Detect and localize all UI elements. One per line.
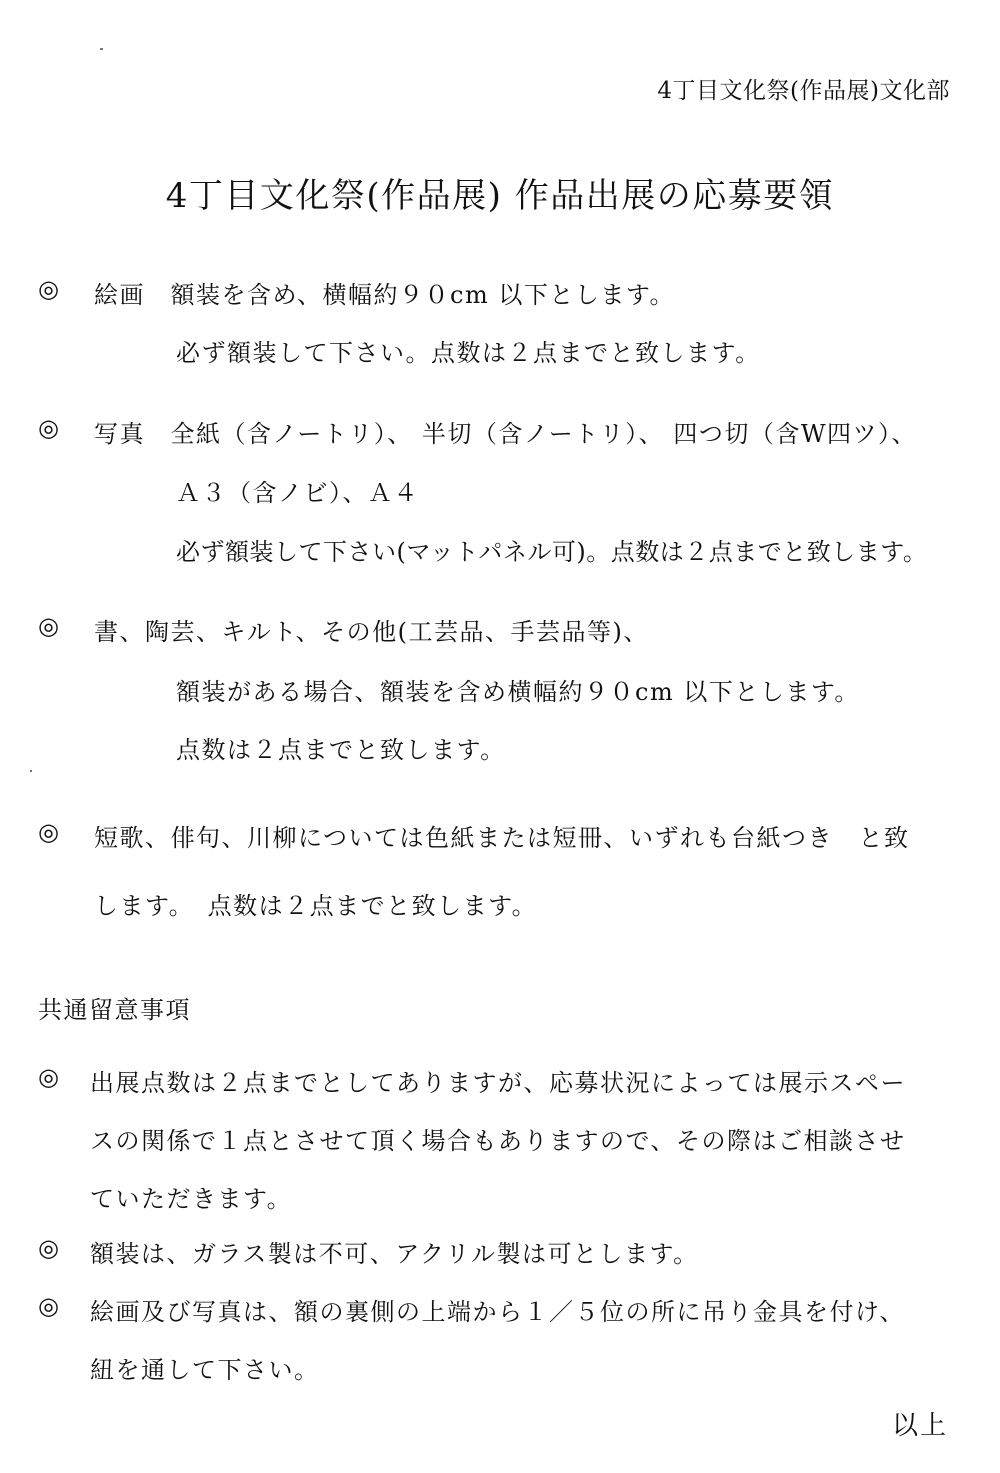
- section-line: 点数は２点までと致します。: [176, 736, 506, 764]
- bullet-mark: ◎: [38, 1292, 59, 1320]
- section-line: 必ず額装して下さい。点数は２点までと致します。: [176, 339, 761, 367]
- scan-speck: [100, 48, 103, 50]
- bullet-mark: ◎: [38, 1234, 59, 1262]
- section-line: 短歌、俳句、川柳については色紙または短冊、いずれも台紙つき と致: [94, 824, 910, 852]
- bullet-mark: ◎: [38, 275, 59, 303]
- section-line: 額装がある場合、額装を含め横幅約９０cm 以下とします。: [176, 678, 860, 706]
- section-line: 絵画 額装を含め、横幅約９０cm 以下とします。: [94, 281, 675, 309]
- note-line: 出展点数は２点までとしてありますが、応募状況によっては展示スペー: [90, 1069, 906, 1097]
- note-line: ていただきます。: [90, 1185, 293, 1213]
- note-line: スの関係で１点とさせて頂く場合もありますので、その際はご相談させ: [90, 1127, 906, 1155]
- note-line: 紐を通して下さい。: [90, 1356, 320, 1384]
- note-line: 絵画及び写真は、額の裏側の上端から１／５位の所に吊り金具を付け、: [90, 1298, 906, 1326]
- bullet-mark: ◎: [38, 1063, 59, 1091]
- common-notes-heading: 共通留意事項: [38, 996, 191, 1024]
- closing-mark: 以上: [891, 1411, 948, 1441]
- organization-label: 4丁目文化祭(作品展)文化部: [657, 78, 950, 104]
- section-line: 必ず額装して下さい(マットパネル可)。点数は２点までと致します。: [176, 538, 928, 566]
- bullet-mark: ◎: [38, 414, 59, 442]
- bullet-mark: ◎: [38, 612, 59, 640]
- document-title: 4丁目文化祭(作品展) 作品出展の応募要領: [165, 176, 835, 216]
- note-line: 額装は、ガラス製は不可、アクリル製は可とします。: [90, 1240, 699, 1268]
- section-line: Ａ３（含ノビ）、Ａ４: [176, 479, 419, 507]
- section-line: 写真 全紙（含ノートリ）、 半切（含ノートリ）、 四つ切（含W四ツ）、: [94, 420, 917, 448]
- section-line: します。 点数は２点までと致します。: [94, 892, 538, 920]
- scan-speck: [30, 770, 32, 772]
- section-line: 書、陶芸、キルト、その他(工芸品、手芸品等)、: [94, 618, 649, 646]
- bullet-mark: ◎: [38, 818, 59, 846]
